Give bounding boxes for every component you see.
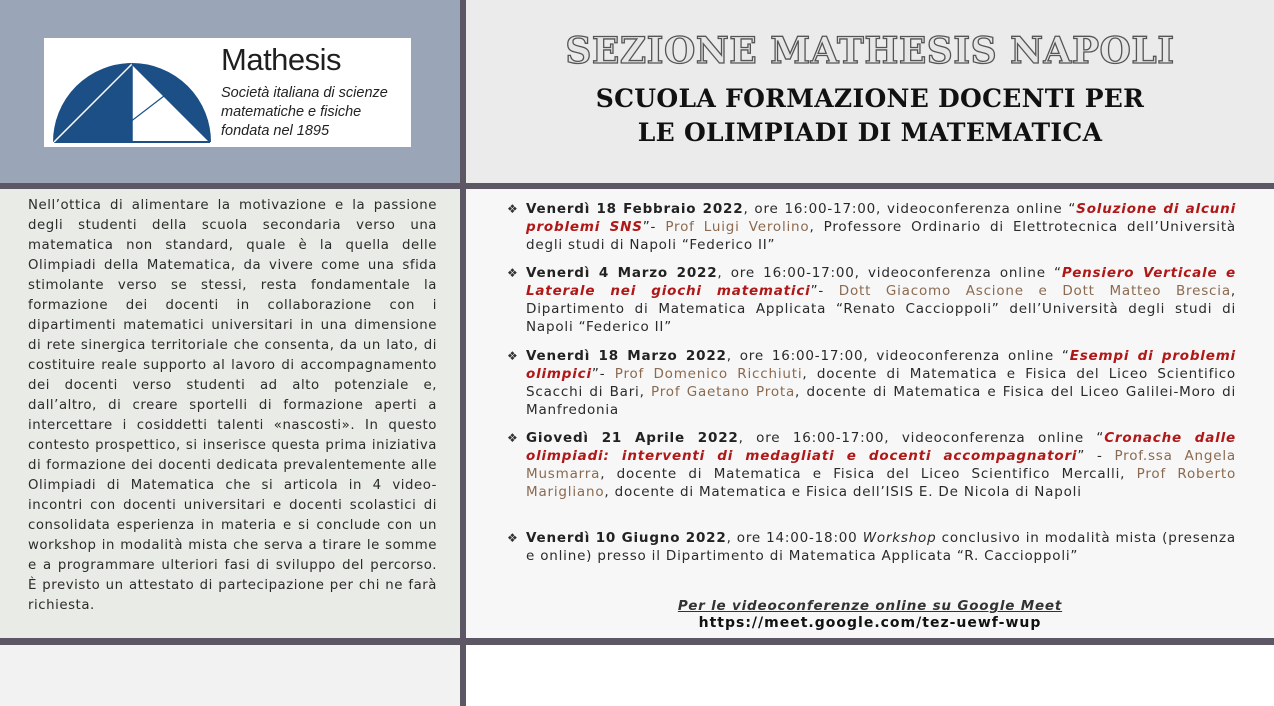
event-speaker: Prof.ssa Angela Musmarra — [526, 448, 1236, 482]
event-speaker: Prof Roberto Marigliano — [526, 466, 1236, 500]
intro-paragraph: Nell’ottica di alimentare la motivazione e la passione degli studenti della scuola secondaria verso una matematica non standard, quale è la quella delle Olimpiadi della Matematica, da vivere come una sfida stimolante verso se stessi, resta fondamentale la formazione dei docenti in collaborazione con i dipartimenti matematici universitari in una dimensione di rete sinergica territoriale che consenta, da un lato, di costituire reale supporto al lavoro di accompagnamento dei docenti verso studenti ad alto potenziale e, dall’altro, di creare sportelli di formazione aperti a intercettare i cosiddetti talenti «nascosti». In questo contesto prospettico, si inserisce questa prima iniziativa di formazione dei docenti dedicata prevalentemente alle Olimpiadi di Matematica che si articola in 4 video-incontri con docenti universitari e docenti scolastici di consolidata esperienza in materia e si conclude con un workshop in modalità mista che serva a tirare le somme e a programmare ulteriori fasi di sviluppo del percorso. È previsto un attestato di partecipazione per chi ne farà richiesta. — [28, 198, 437, 613]
event-date: Venerdì 4 Marzo 2022 — [526, 265, 718, 281]
event-item: ❖ Venerdì 4 Marzo 2022, ore 16:00-17:00, videoconferenza online “Pensiero Verticale e Laterale nei giochi matematici”- Dott Giacomo Ascione e Dott Matteo Brescia, Dipartimento di Matematica Applicata “Renato Caccioppoli” dell’Università degli studi di Napoli “Federico II” — [507, 265, 1236, 335]
diamond-bullet-icon: ❖ — [507, 431, 519, 445]
event-date: Venerdì 18 Marzo 2022 — [526, 348, 727, 364]
event-item: ❖ Giovedì 21 Aprile 2022, ore 16:00-17:00, videoconferenza online “Cronache dalle olimpiadi: interventi di medagliati e docenti accompagnatori” - Prof.ssa Angela Musmarra, docente di Matematica e Fisica del Liceo Scientifico Mercalli, Prof Roberto Marigliano, docente di Matematica e Fisica dell’ISIS E. De Nicola di Napoli — [507, 430, 1236, 500]
meet-label: Per le videoconferenze online su Google Meet — [677, 598, 1063, 614]
diamond-bullet-icon: ❖ — [507, 349, 519, 363]
horizontal-divider-bottom — [0, 638, 1274, 645]
event-talk-title: Soluzione di alcuni problemi SNS — [526, 201, 1236, 235]
event-talk-title: Cronache dalle olimpiadi: interventi di medagliati e docenti accompagnatori — [526, 430, 1236, 464]
event-item: ❖ Venerdì 10 Giugno 2022, ore 14:00-18:00 Workshop conclusivo in modalità mista (presenza e online) presso il Dipartimento di Matematica Applicata “R. Caccioppoli” — [507, 530, 1236, 564]
empty-footer-right — [466, 645, 1274, 706]
logo-subtitle: Società italiana di scienze matematiche e fisiche fondata nel 1895 — [221, 85, 388, 139]
event-date: Giovedì 21 Aprile 2022 — [526, 430, 739, 446]
diamond-bullet-icon: ❖ — [507, 531, 519, 545]
event-speaker: Dott Giacomo Ascione e Dott Matteo Brescia — [838, 283, 1231, 299]
empty-footer-left — [0, 645, 460, 706]
page-subtitle: SCUOLA FORMAZIONE DOCENTI PER LE OLIMPIADI DI MATEMATICA — [595, 84, 1145, 147]
meet-link[interactable]: https://meet.google.com/tez-uewf-wup — [698, 615, 1042, 631]
diamond-bullet-icon: ❖ — [507, 266, 519, 280]
event-item: ❖ Venerdì 18 Febbraio 2022, ore 16:00-17:00, videoconferenza online “Soluzione di alcuni problemi SNS”- Prof Luigi Verolino, Professore Ordinario di Elettrotecnica dell’Università degli studi di Napoli “Federico II” — [507, 201, 1237, 253]
diamond-bullet-icon: ❖ — [507, 202, 519, 216]
logo-name: Mathesis — [221, 42, 342, 77]
title-panel — [466, 0, 1274, 183]
intro-panel — [0, 189, 460, 638]
mathesis-emblem-icon — [44, 38, 214, 147]
workshop-label: Workshop — [862, 530, 937, 546]
event-speaker: Prof Gaetano Prota — [651, 384, 796, 400]
mathesis-logo — [44, 38, 411, 147]
event-item: ❖ Venerdì 18 Marzo 2022, ore 16:00-17:00, videoconferenza online “Esempi di problemi olimpici”- Prof Domenico Ricchiuti, docente di Matematica e Fisica del Liceo Scientifico Scacchi di Bari, Prof Gaetano Prota, docente di Matematica e Fisica del Liceo Galilei-Moro di Manfredonia — [507, 348, 1236, 418]
event-talk-title: Pensiero Verticale e Laterale nei giochi matematici — [526, 265, 1236, 299]
page-title: SEZIONE MATHESIS NAPOLI — [565, 30, 1175, 72]
event-speaker: Prof Domenico Ricchiuti — [614, 366, 803, 382]
logo-panel — [0, 0, 460, 183]
event-talk-title: Esempi di problemi olimpici — [526, 348, 1236, 382]
event-date: Venerdì 18 Febbraio 2022 — [526, 201, 744, 217]
events-panel — [466, 189, 1274, 638]
event-date: Venerdì 10 Giugno 2022 — [526, 530, 727, 546]
event-speaker: Prof Luigi Verolino — [665, 219, 810, 235]
